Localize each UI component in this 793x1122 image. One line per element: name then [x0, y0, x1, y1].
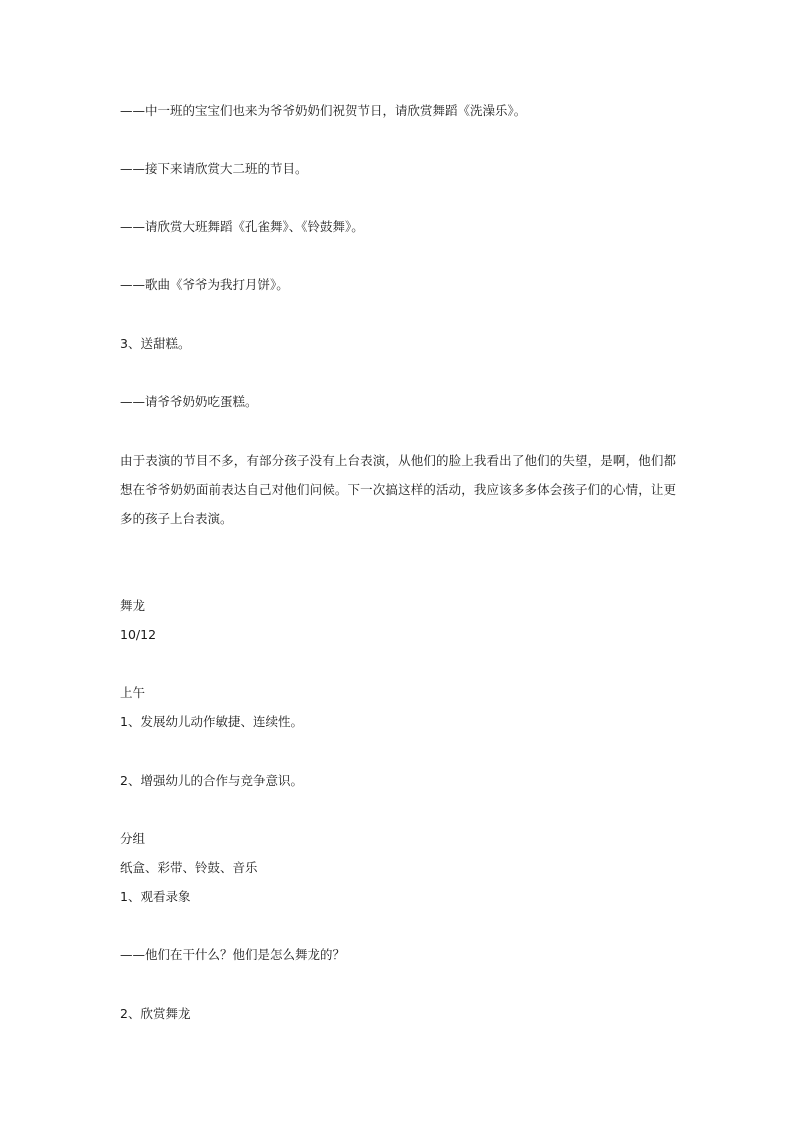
lesson-title: 舞龙	[120, 598, 146, 613]
lesson-question-1: ——他们在干什么？他们是怎么舞龙的？	[120, 947, 346, 962]
lesson-goal-2: 2、增强幼儿的合作与竞争意识。	[120, 773, 303, 788]
text-line-song: ——歌曲《爷爷为我打月饼》。	[120, 277, 289, 292]
text-line-eat-cake: ——请爷爷奶奶吃蛋糕。	[120, 394, 258, 409]
lesson-materials: 纸盒、彩带、铃鼓、音乐	[120, 860, 258, 875]
lesson-step-1: 1、观看录象	[120, 889, 191, 904]
text-line-dance-performance: ——中一班的宝宝们也来为爷爷奶奶们祝贺节日，请欣赏舞蹈《洗澡乐》。	[120, 103, 527, 118]
lesson-form: 分组	[120, 831, 146, 846]
text-line-peacock-dance: ——请欣赏大班舞蹈《孔雀舞》、《铃鼓舞》。	[120, 219, 364, 234]
lesson-step-2: 2、欣赏舞龙	[120, 1006, 191, 1021]
reflection-paragraph: 由于表演的节目不多，有部分孩子没有上台表演，从他们的脸上我看出了他们的失望，是啊，他们都想在爷爷奶奶面前表达自己对他们问候。下一次搞这样的活动，我应该多多体会孩子们的心情，让更多的孩子上台表演。	[120, 453, 676, 526]
text-line-send-cake: 3、送甜糕。	[120, 336, 191, 351]
lesson-goal-1: 1、发展幼儿动作敏捷、连续性。	[120, 714, 303, 729]
lesson-date: 10/12	[120, 627, 157, 642]
text-line-next-program: ——接下来请欣赏大二班的节目。	[120, 161, 308, 176]
lesson-time: 上午	[120, 685, 146, 700]
